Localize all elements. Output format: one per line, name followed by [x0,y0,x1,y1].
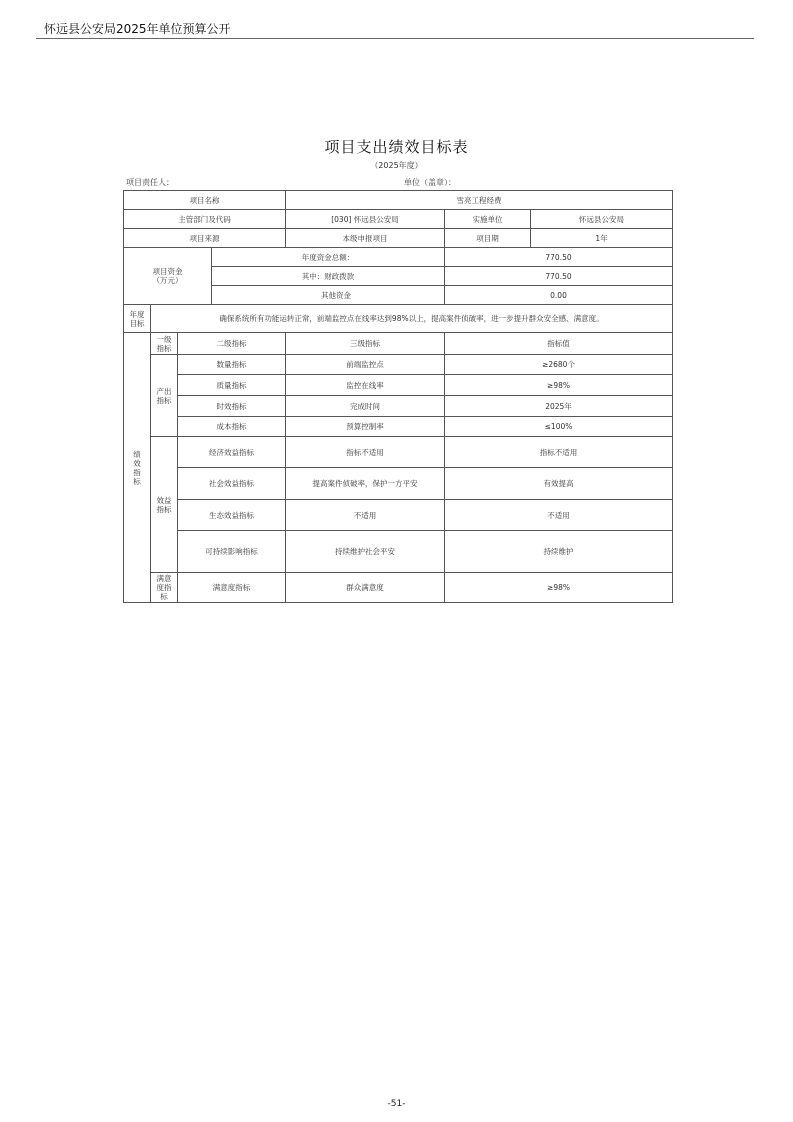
unit-label: 单位（盖章）： [404,178,456,187]
benefit-l3: 不适用 [286,500,445,531]
benefit-value: 持续维护 [445,531,673,573]
page-number: -51- [387,1099,406,1109]
doc-year: （2025年度） [370,161,423,170]
benefit-indicator-label: 效益 指标 [151,437,178,573]
header-level2: 二级指标 [178,333,286,355]
output-l2: 数量指标 [178,355,286,375]
funds-total-label: 年度资金总额： [212,248,445,267]
header-level1: 一级 指标 [151,333,178,355]
output-l2: 质量指标 [178,375,286,396]
period-label: 项目期 [445,229,531,248]
benefit-value: 不适用 [445,500,673,531]
funds-fiscal-value: 770.50 [445,267,673,286]
funds-other-label: 其他资金 [212,286,445,305]
performance-table [123,190,673,603]
perf-indicator-label: 绩 效 指 标 [124,333,151,603]
benefit-l2: 经济效益指标 [178,437,286,468]
impl-value: 怀远县公安局 [531,210,673,229]
output-l2: 成本指标 [178,417,286,437]
header-level3: 三级指标 [286,333,445,355]
output-l3: 监控在线率 [286,375,445,396]
satisfaction-indicator-label: 满意 度指 标 [151,573,178,603]
benefit-value: 指标不适用 [445,437,673,468]
source-value: 本级申报项目 [286,229,445,248]
running-header: 怀远县公安局2025年单位预算公开 [44,22,231,36]
header-value: 指标值 [445,333,673,355]
goal-text: 确保系统所有功能运转正常，前端监控点在线率达到98%以上，提高案件侦破率，进一步提升群众安全感、满意度。 [151,305,673,333]
benefit-l3: 提高案件侦破率，保护一方平安 [286,468,445,500]
satisfaction-value: ≥98% [445,573,673,603]
output-value: 2025年 [445,396,673,417]
benefit-l2: 生态效益指标 [178,500,286,531]
dept-value: [030] 怀远县公安局 [286,210,445,229]
project-name-value: 雪亮工程经费 [286,191,673,210]
funds-other-value: 0.00 [445,286,673,305]
output-value: ≥98% [445,375,673,396]
satisfaction-l3: 群众满意度 [286,573,445,603]
benefit-l3: 持续维护社会平安 [286,531,445,573]
output-l2: 时效指标 [178,396,286,417]
satisfaction-l2: 满意度指标 [178,573,286,603]
responsible-label: 项目责任人： [126,178,174,187]
output-value: ≥2680个 [445,355,673,375]
output-l3: 前端监控点 [286,355,445,375]
benefit-value: 有效提高 [445,468,673,500]
impl-label: 实施单位 [445,210,531,229]
benefit-l2: 社会效益指标 [178,468,286,500]
output-l3: 完成时间 [286,396,445,417]
doc-title: 项目支出绩效目标表 [324,138,469,156]
dept-label: 主管部门及代码 [124,210,286,229]
output-indicator-label: 产出 指标 [151,355,178,437]
output-l3: 预算控制率 [286,417,445,437]
project-name-label: 项目名称 [124,191,286,210]
output-value: ≤100% [445,417,673,437]
benefit-l2: 可持续影响指标 [178,531,286,573]
funds-fiscal-label: 其中：财政拨款 [212,267,445,286]
benefit-l3: 指标不适用 [286,437,445,468]
header-rule [36,38,754,39]
goal-label: 年度 目标 [124,305,151,333]
source-label: 项目来源 [124,229,286,248]
funds-label: 项目资金 （万元） [124,248,212,305]
period-value: 1年 [531,229,673,248]
funds-total-value: 770.50 [445,248,673,267]
